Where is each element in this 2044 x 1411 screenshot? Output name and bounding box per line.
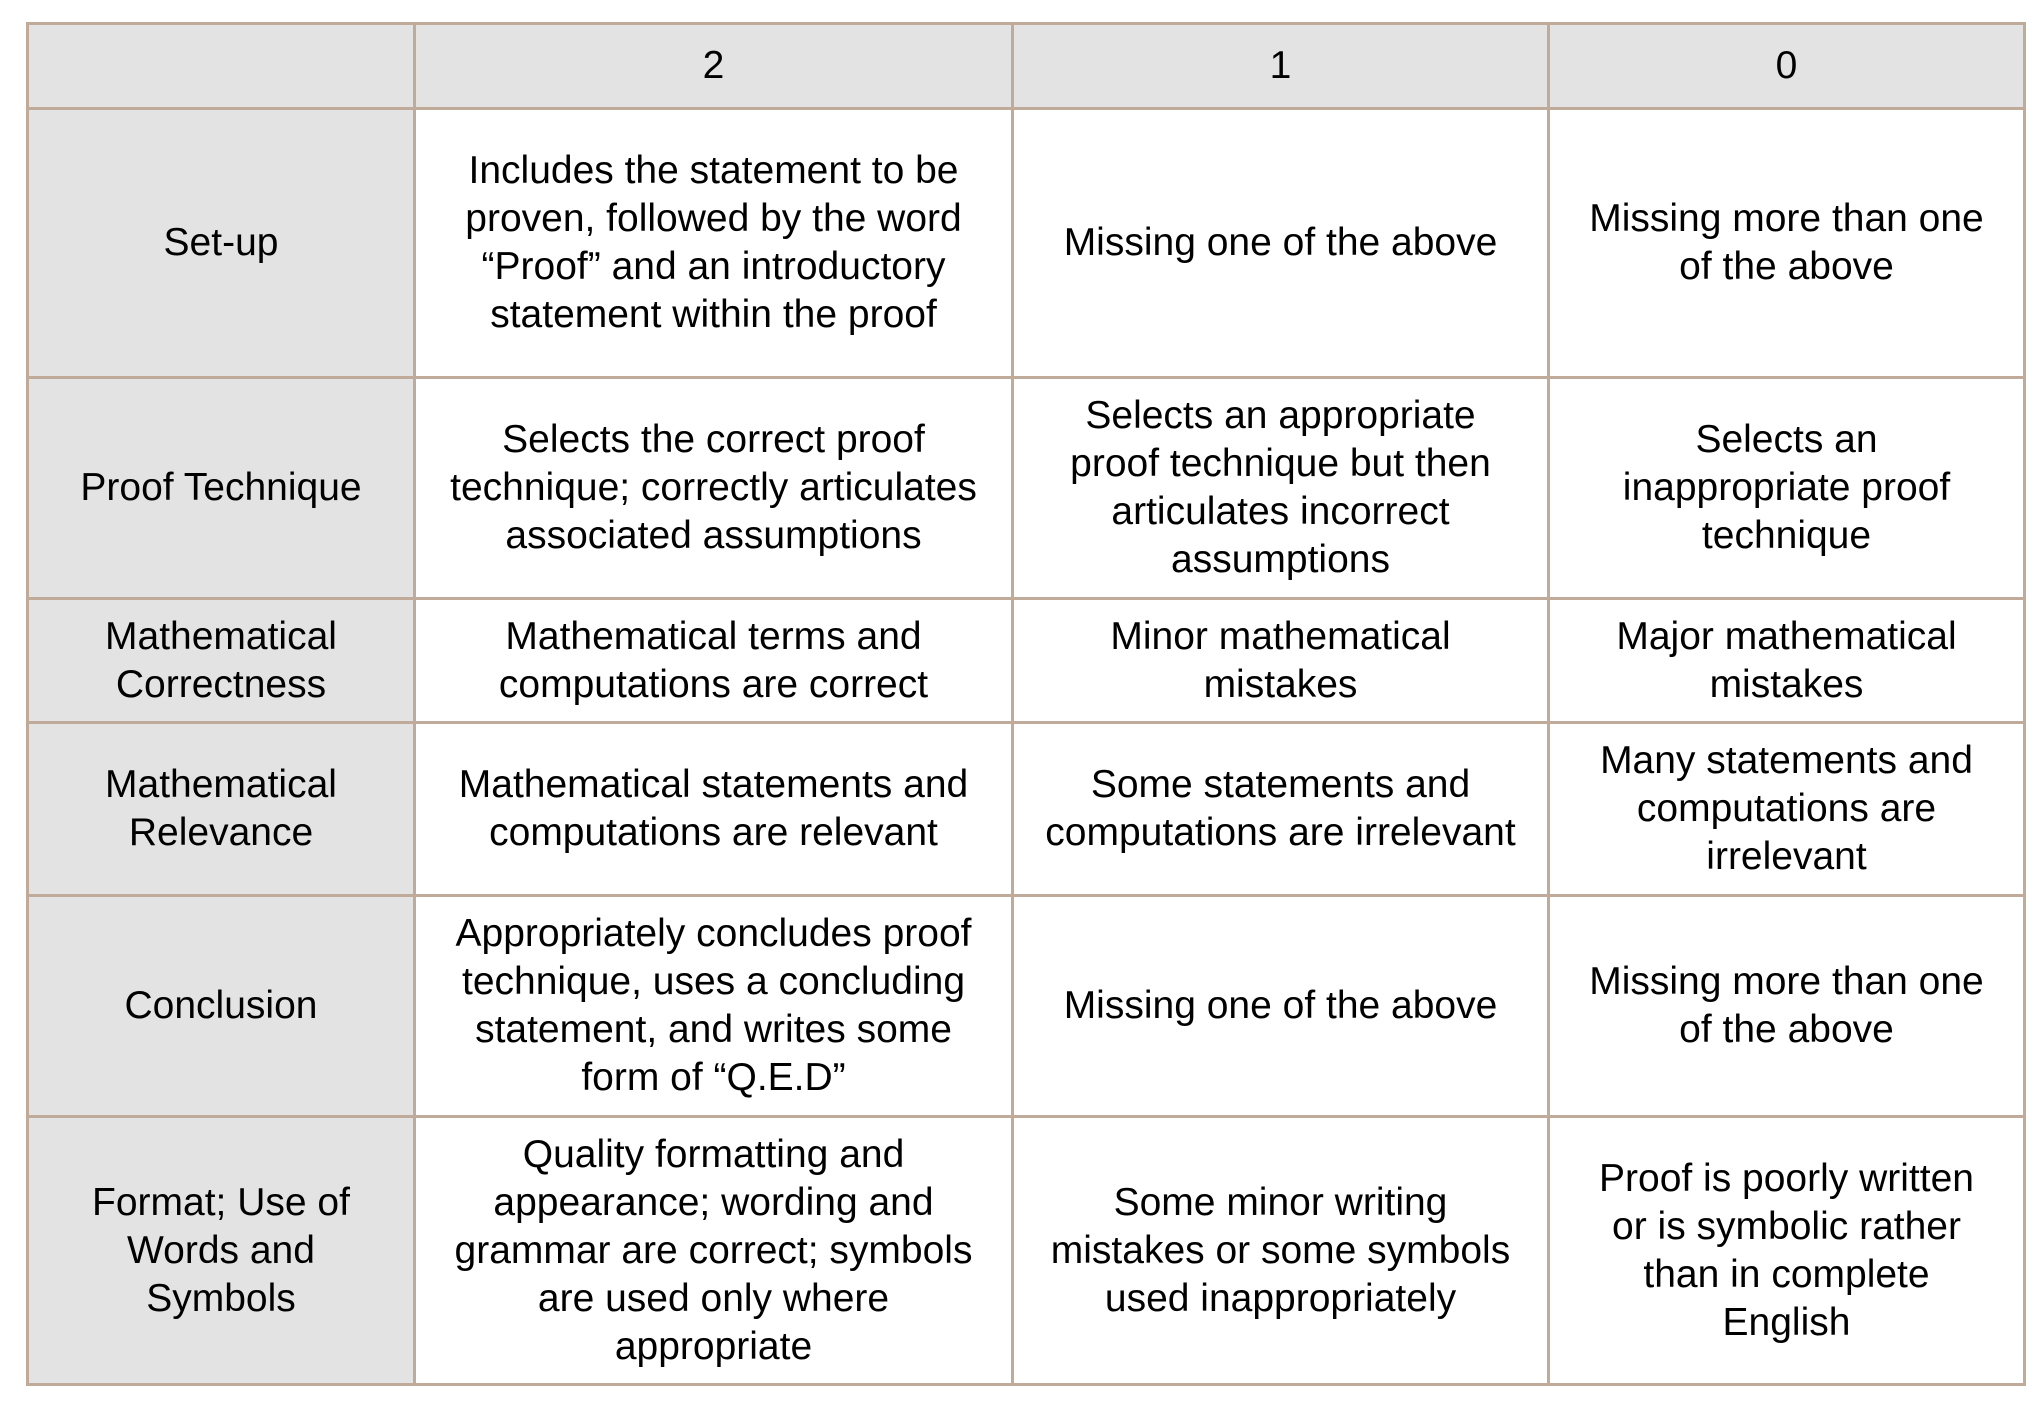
setup-score-2: Includes the statement to be proven, followed by the word “Proof” and an introductory statement within the proof <box>415 109 1013 378</box>
conclusion-score-0: Missing more than one of the above <box>1549 896 2025 1117</box>
table-row <box>28 1117 2025 1385</box>
criterion-format: Format; Use of Words and Symbols <box>28 1117 415 1385</box>
header-row <box>28 24 2025 109</box>
setup-score-0: Missing more than one of the above <box>1549 109 2025 378</box>
table-row <box>28 109 2025 378</box>
score-header-0: 0 <box>1549 24 2025 109</box>
correctness-score-1: Minor mathematical mistakes <box>1013 599 1549 723</box>
criterion-mathematical-correctness: Mathematical Correctness <box>28 599 415 723</box>
rubric-table <box>26 22 2026 1386</box>
proof-technique-score-0: Selects an inappropriate proof technique <box>1549 378 2025 599</box>
score-header-1: 1 <box>1013 24 1549 109</box>
correctness-score-2: Mathematical terms and computations are correct <box>415 599 1013 723</box>
setup-score-1: Missing one of the above <box>1013 109 1549 378</box>
criterion-mathematical-relevance: Mathematical Relevance <box>28 723 415 896</box>
format-score-0: Proof is poorly written or is symbolic rather than in complete English <box>1549 1117 2025 1385</box>
table-row <box>28 378 2025 599</box>
table-row <box>28 896 2025 1117</box>
correctness-score-0: Major mathematical mistakes <box>1549 599 2025 723</box>
criterion-proof-technique: Proof Technique <box>28 378 415 599</box>
score-header-2: 2 <box>415 24 1013 109</box>
criterion-conclusion: Conclusion <box>28 896 415 1117</box>
table-row <box>28 723 2025 896</box>
conclusion-score-2: Appropriately concludes proof technique, uses a concluding statement, and writes some form of “Q.E.D” <box>415 896 1013 1117</box>
format-score-2: Quality formatting and appearance; wording and grammar are correct; symbols are used only where appropriate <box>415 1117 1013 1385</box>
conclusion-score-1: Missing one of the above <box>1013 896 1549 1117</box>
relevance-score-0: Many statements and computations are irrelevant <box>1549 723 2025 896</box>
proof-technique-score-2: Selects the correct proof technique; correctly articulates associated assumptions <box>415 378 1013 599</box>
proof-technique-score-1: Selects an appropriate proof technique but then articulates incorrect assumptions <box>1013 378 1549 599</box>
relevance-score-1: Some statements and computations are irrelevant <box>1013 723 1549 896</box>
criterion-setup: Set-up <box>28 109 415 378</box>
format-score-1: Some minor writing mistakes or some symbols used inappropriately <box>1013 1117 1549 1385</box>
corner-cell <box>28 24 415 109</box>
table-row <box>28 599 2025 723</box>
relevance-score-2: Mathematical statements and computations are relevant <box>415 723 1013 896</box>
